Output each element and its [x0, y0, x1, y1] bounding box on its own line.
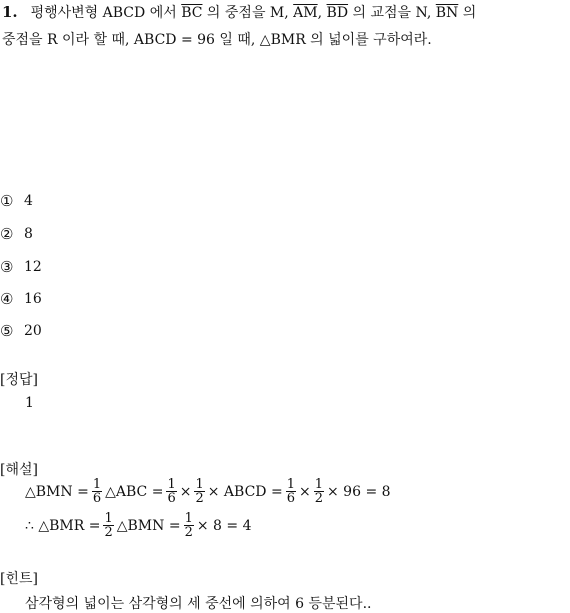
segment-bd: $\overline{BD}$ [326, 5, 349, 21]
question-text-part: 의 교점을 N, [352, 5, 432, 21]
expr-text: × ABCD = [207, 483, 283, 500]
fraction: $\frac{1}{6}$ [286, 477, 295, 506]
hint-label: [힌트] [0, 571, 38, 587]
expr-text: △ABC = [105, 483, 164, 500]
segment-am: $\overline{AM}$ [293, 5, 318, 21]
choice-mark: ⑤ [0, 322, 14, 340]
expr-text: × [298, 483, 311, 500]
expr-text: × 96 = 8 [327, 483, 391, 500]
choice-5[interactable] [0, 322, 42, 340]
choice-mark: ② [0, 225, 14, 243]
fraction: $\frac{1}{2}$ [104, 511, 113, 540]
fraction: $\frac{1}{6}$ [92, 477, 102, 506]
choice-3[interactable] [0, 258, 42, 276]
choice-mark: ④ [0, 290, 14, 308]
choice-value: 4 [24, 193, 33, 209]
explanation-line-2 [25, 512, 252, 539]
fraction: $\frac{1}{2}$ [184, 511, 193, 540]
choice-2[interactable] [0, 225, 33, 243]
expr-text: ∴ △BMR = [25, 517, 101, 534]
fraction: $\frac{1}{2}$ [195, 477, 204, 506]
segment-bn: $\overline{BN}$ [435, 5, 459, 21]
fraction: $\frac{1}{6}$ [167, 477, 176, 506]
question-line-1 [2, 2, 476, 23]
expr-text: △BMN = [116, 517, 181, 534]
question-number: 1. [2, 3, 18, 21]
question-line-2: 중점을 R 이라 할 때, ABCD = 96 일 때, △BMR 의 넓이를 구하여라. [2, 32, 432, 48]
choice-mark: ③ [0, 258, 14, 276]
choice-1[interactable] [0, 192, 33, 210]
explanation-label: [해설] [0, 462, 38, 478]
question-text-part: 의 [462, 5, 477, 21]
choice-value: 16 [24, 291, 42, 307]
answer-label: [정답] [0, 372, 38, 388]
answer-value: 1 [25, 395, 34, 411]
explanation-line-1 [25, 478, 391, 505]
choice-4[interactable] [0, 290, 42, 308]
hint-text: 삼각형의 넓이는 삼각형의 세 중선에 의하여 6 등분된다.. [25, 596, 372, 612]
expr-text: △BMN = [25, 483, 89, 500]
fraction: $\frac{1}{2}$ [314, 477, 323, 506]
expr-text: × 8 = 4 [196, 517, 252, 534]
segment-bc: $\overline{BC}$ [181, 5, 203, 21]
choice-value: 8 [24, 226, 33, 242]
choice-mark: ① [0, 192, 14, 210]
expr-text: × [179, 483, 192, 500]
comma: , [317, 5, 323, 21]
choice-value: 12 [24, 259, 42, 275]
choice-value: 20 [24, 323, 42, 339]
question-text-part: 평행사변형 ABCD 에서 [30, 5, 177, 21]
question-text-part: 의 중점을 M, [206, 5, 289, 21]
